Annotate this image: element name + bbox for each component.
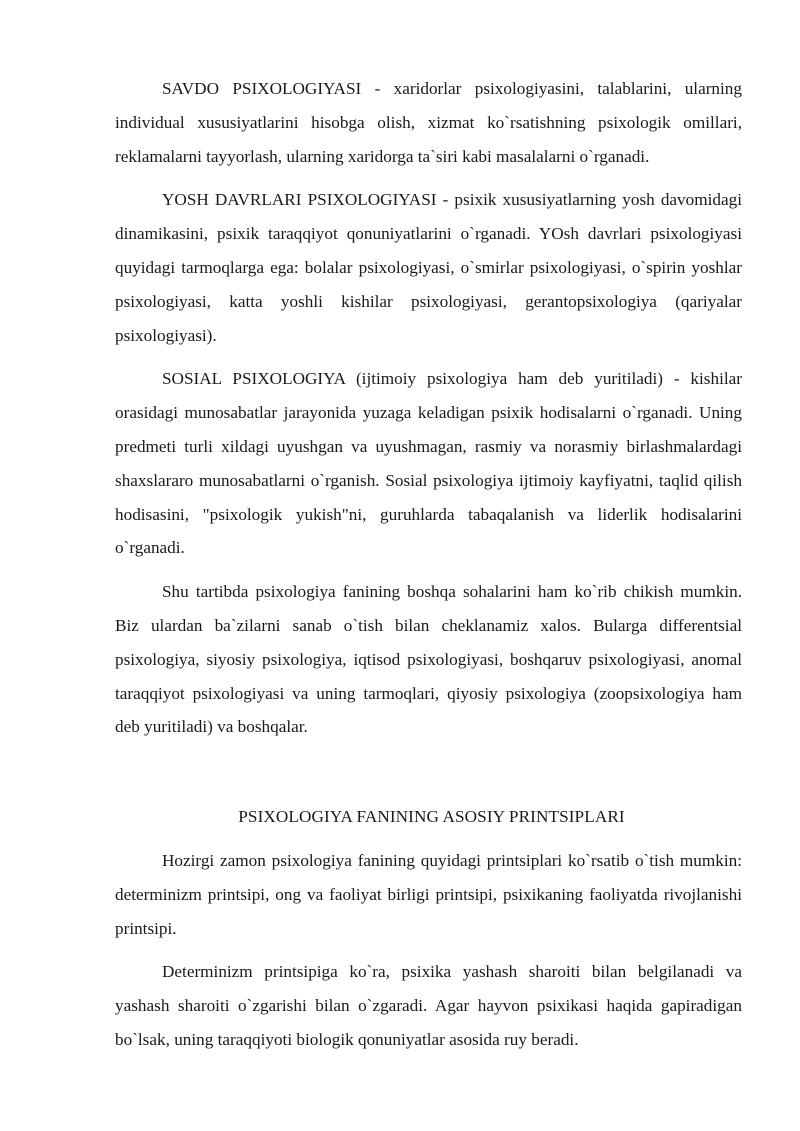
paragraph-savdo-psixologiyasi: SAVDO PSIXOLOGIYASI - xaridorlar psixologiyasini, talablarini, ularning individual xususiyatlarini hisobga olish, xizmat ko`rsatishning psixologik omillari, reklamalarni tayyorlash, ularning xaridorga ta`siri kabi masalalarni o`rganadi. xyxy=(115,79,742,166)
paragraph-boshqa-sohalar: Shu tartibda psixologiya fanining boshqa sohalarini ham ko`rib chikish mumkin. Biz ulardan ba`zilarni sanab o`tish bilan cheklanamiz xalos. Bularga differentsial psixologiya, siyosiy psixologiya, iqtisod psixologiyasi, boshqaruv psixologiyasi, anomal taraqqiyot psixologiyasi va uning tarmoqlari, qiyosiy psixologiya (zoopsixologiya ham deb yuritiladi) va boshqalar. xyxy=(115,582,742,737)
paragraph-printsiplar: Hozirgi zamon psixologiya fanining quyidagi printsiplari ko`rsatib o`tish mumkin: determinizm printsipi, ong va faoliyat birligi printsipi, psixikaning faoliyatda rivojlanishi printsipi. xyxy=(115,850,742,938)
paragraph-determinizm: Determinizm printsipiga ko`ra, psixika yashash sharoiti bilan belgilanadi va yashash sharoiti o`zgarishi bilan o`zgaradi. Agar hayvon psixikasi haqida gapiradigan bo`lsak, uning taraqqiyoti biologik qonuniyatlar asosida ruy beradi. xyxy=(115,962,742,1049)
paragraph-yosh-davrlari-psixologiyasi: YOSH DAVRLARI PSIXOLOGIYASI - psixik xususiyatlarning yosh davomidagi dinamikasini, psixik taraqqiyot qonuniyatlarini o`rganadi. YOsh davrlari psixologiyasi quyidagi tarmoqlarga ega: bolalar psixologiyasi, o`smirlar psixologiyasi, o`spirin yoshlar psixologiyasi, katta yoshli kishilar psixologiyasi, gerantopsixologiya (qariyalar psixologiyasi). xyxy=(115,190,742,345)
section-heading: PSIXOLOGIYA FANINING ASOSIY PRINTSIPLARI xyxy=(238,807,625,827)
document-body xyxy=(115,72,742,1067)
paragraph-sosial-psixologiya: SOSIAL PSIXOLOGIYA (ijtimoiy psixologiya ham deb yuritiladi) - kishilar orasidagi munosabatlar jarayonida yuzaga keladigan psixik hodisalarni o`rganadi. Uning predmeti turli xildagi uyushgan va uyushmagan, rasmiy va norasmiy birlashmalardagi shaxslararo munosabatlarni o`rganish. Sosial psixologiya ijtimoiy kayfiyatni, taqlid qilish hodisasini, "psixologik yukish"ni, guruhlarda tabaqalanish va liderlik hodisalarini o`rganadi. xyxy=(115,369,742,558)
